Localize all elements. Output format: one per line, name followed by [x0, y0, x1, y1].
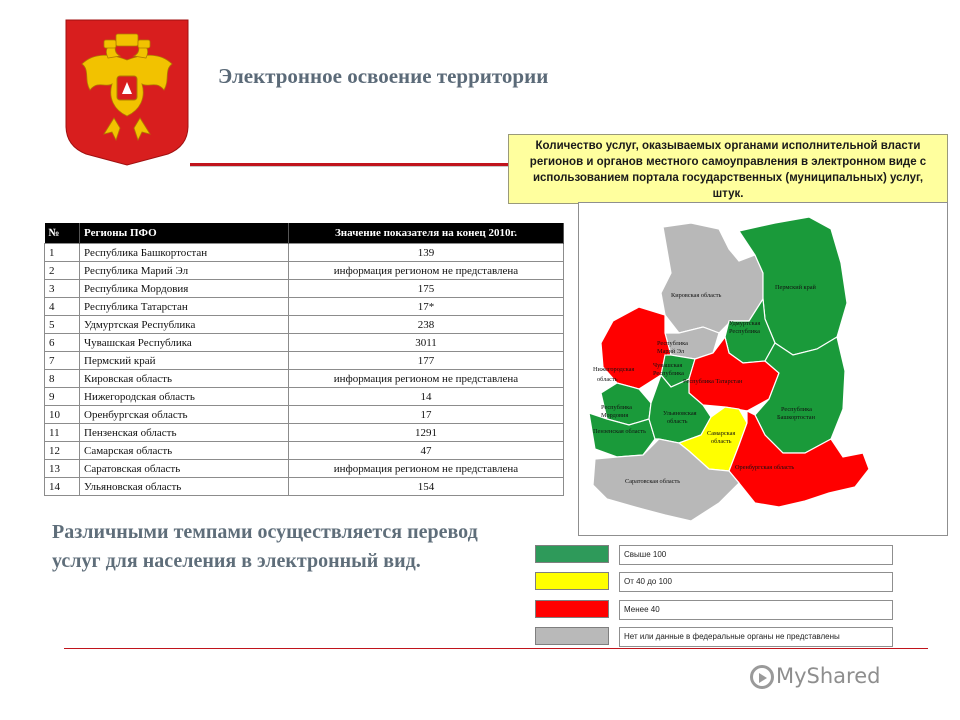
row-value: информация регионом не представлена: [289, 262, 564, 280]
row-num: 4: [45, 298, 80, 316]
table-row: [45, 442, 564, 460]
row-value: 14: [289, 388, 564, 406]
title-gray-divider: [190, 166, 520, 167]
map-label-tatarstan: Республика Татарстан: [683, 378, 743, 385]
map-label-ulyanovsk-1: Ульяновская: [663, 410, 697, 417]
row-region: Республика Башкортостан: [80, 244, 289, 262]
map-label-ulyanovsk-2: область: [667, 418, 688, 425]
map-label-nizhny-1: Нижегородская: [593, 366, 635, 373]
row-region: Оренбургская область: [80, 406, 289, 424]
legend-label: Свыше 100: [619, 545, 893, 565]
header-num: №: [45, 223, 80, 244]
row-num: 1: [45, 244, 80, 262]
row-num: 3: [45, 280, 80, 298]
row-num: 2: [45, 262, 80, 280]
map-label-bashkort-2: Башкортостан: [777, 414, 815, 421]
table-row: [45, 262, 564, 280]
pfo-map: [578, 202, 948, 536]
row-value: 3011: [289, 334, 564, 352]
row-value: 238: [289, 316, 564, 334]
row-num: 12: [45, 442, 80, 460]
map-label-samara-2: область: [711, 438, 732, 445]
row-value: 17*: [289, 298, 564, 316]
table-header-row: [45, 223, 564, 244]
table-row: [45, 316, 564, 334]
map-label-chuvash-2: Республика: [653, 370, 684, 377]
row-value: 47: [289, 442, 564, 460]
map-label-saratov: Саратовская область: [625, 478, 681, 485]
row-region: Самарская область: [80, 442, 289, 460]
row-num: 7: [45, 352, 80, 370]
legend-item: [535, 545, 893, 565]
watermark[interactable]: [750, 659, 880, 693]
legend-item: [535, 627, 893, 647]
subtitle-text: Различными темпами осуществляется перевод услуг для населения в электронный вид.: [52, 521, 478, 572]
map-label-mariy-2: Марий Эл: [657, 348, 685, 355]
row-num: 11: [45, 424, 80, 442]
map-label-kirov: Кировская область: [671, 292, 722, 299]
map-label-udmurt-1: Удмуртская: [729, 320, 761, 327]
legend-swatch: [535, 600, 609, 618]
legend-item: [535, 600, 893, 620]
map-label-udmurt-2: Республика: [729, 328, 760, 335]
footer-divider: [64, 648, 928, 649]
row-value: 154: [289, 478, 564, 496]
table-row: [45, 388, 564, 406]
map-label-mordovia-1: Республика: [601, 404, 632, 411]
legend-label: От 40 до 100: [619, 572, 893, 592]
legend-label: Нет или данные в федеральные органы не представлены: [619, 627, 893, 647]
table-row: [45, 370, 564, 388]
row-region: Удмуртская Республика: [80, 316, 289, 334]
legend-item: [535, 572, 893, 592]
row-value: информация регионом не представлена: [289, 460, 564, 478]
row-num: 13: [45, 460, 80, 478]
watermark-text: MyShared: [776, 664, 881, 688]
regions-table: [44, 223, 564, 496]
play-icon: [750, 665, 774, 689]
row-value: 139: [289, 244, 564, 262]
table-row: [45, 298, 564, 316]
table-row: [45, 244, 564, 262]
row-value: 17: [289, 406, 564, 424]
map-label-bashkort-1: Республика: [781, 406, 812, 413]
legend-label: Менее 40: [619, 600, 893, 620]
row-region: Пермский край: [80, 352, 289, 370]
table-row: [45, 478, 564, 496]
row-num: 8: [45, 370, 80, 388]
info-box: Количество услуг, оказываемых органами исполнительной власти регионов и органов местного самоуправления в электронном виде с использованием портала государственных (муниципальных) услуг, штук.: [508, 134, 948, 204]
row-num: 6: [45, 334, 80, 352]
header-region: Регионы ПФО: [80, 223, 289, 244]
row-value: 175: [289, 280, 564, 298]
map-label-samara-1: Самарская: [707, 430, 736, 437]
row-num: 10: [45, 406, 80, 424]
row-region: Ульяновская область: [80, 478, 289, 496]
table-row: [45, 280, 564, 298]
table-row: [45, 406, 564, 424]
row-value: 177: [289, 352, 564, 370]
table-row: [45, 334, 564, 352]
page-title: Электронное освоение территории: [218, 64, 549, 88]
legend-swatch: [535, 627, 609, 645]
map-label-penza: Пензенская область: [593, 428, 646, 435]
row-value: 1291: [289, 424, 564, 442]
table-row: [45, 424, 564, 442]
map-label-chuvash-1: Чувашская: [653, 362, 683, 369]
map-label-orenburg: Оренбургская область: [735, 464, 795, 471]
row-num: 5: [45, 316, 80, 334]
legend-swatch: [535, 572, 609, 590]
map-label-mariy-1: Республика: [657, 340, 688, 347]
row-region: Чувашская Республика: [80, 334, 289, 352]
row-region: Республика Мордовия: [80, 280, 289, 298]
row-num: 14: [45, 478, 80, 496]
row-region: Республика Татарстан: [80, 298, 289, 316]
row-region: Пензенская область: [80, 424, 289, 442]
table-row: [45, 352, 564, 370]
legend-swatch: [535, 545, 609, 563]
map-label-mordovia-2: Мордовия: [601, 412, 629, 419]
table-row: [45, 460, 564, 478]
header-value: Значение показателя на конец 2010г.: [289, 223, 564, 244]
coat-of-arms: [64, 18, 190, 166]
row-region: Кировская область: [80, 370, 289, 388]
map-label-perm: Пермский край: [775, 284, 816, 291]
row-value: информация регионом не представлена: [289, 370, 564, 388]
row-num: 9: [45, 388, 80, 406]
row-region: Нижегородская область: [80, 388, 289, 406]
row-region: Республика Марий Эл: [80, 262, 289, 280]
map-label-nizhny-2: область: [597, 376, 618, 383]
row-region: Саратовская область: [80, 460, 289, 478]
